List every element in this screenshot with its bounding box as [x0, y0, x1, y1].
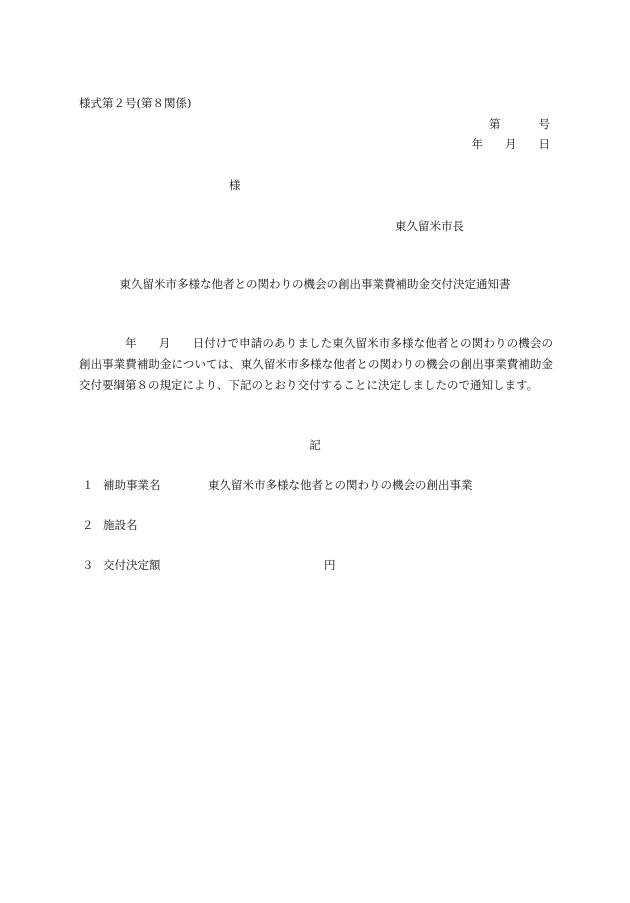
- item-value: 東久留米市多様な他者との関わりの機会の創出事業: [208, 478, 473, 492]
- body-text: 日付けで申請のありました東久留米市多様な他者との関わりの機会の創出事業費補助金については、東久留米市多様な他者との関わりの機会の創出事業費補助金交付要綱第８の規定により、下記のとおり交付することに決定しましたので通知します。: [79, 336, 554, 392]
- issue-date: [472, 136, 551, 152]
- body-paragraph: [79, 333, 553, 396]
- date-month: 月: [505, 137, 517, 151]
- doc-number-prefix: 第: [489, 117, 501, 131]
- list-item: [82, 557, 336, 573]
- date-day: 日: [538, 137, 550, 151]
- list-item: [82, 477, 473, 493]
- ki-heading: 記: [309, 438, 321, 452]
- item-number: ３: [82, 558, 94, 572]
- list-item: [82, 517, 138, 533]
- date-year: 年: [471, 137, 483, 151]
- document-title: 東久留米市多様な他者との関わりの機会の創出事業費補助金交付決定通知書: [119, 277, 511, 291]
- body-month: 月: [158, 336, 171, 350]
- body-year: 年: [125, 336, 137, 350]
- item-number: １: [82, 478, 94, 492]
- item-label: 補助事業名: [103, 478, 161, 492]
- document-number: [489, 116, 550, 132]
- item-label: 交付決定額: [103, 558, 161, 572]
- recipient-honorific: 様: [229, 178, 241, 192]
- issuer-name: 東久留米市長: [395, 219, 464, 233]
- item-label: 施設名: [103, 518, 138, 532]
- doc-number-suffix: 号: [538, 117, 550, 131]
- item-value: 円: [324, 558, 336, 572]
- item-number: ２: [82, 518, 94, 532]
- form-number: 様式第２号(第８関係): [79, 96, 192, 110]
